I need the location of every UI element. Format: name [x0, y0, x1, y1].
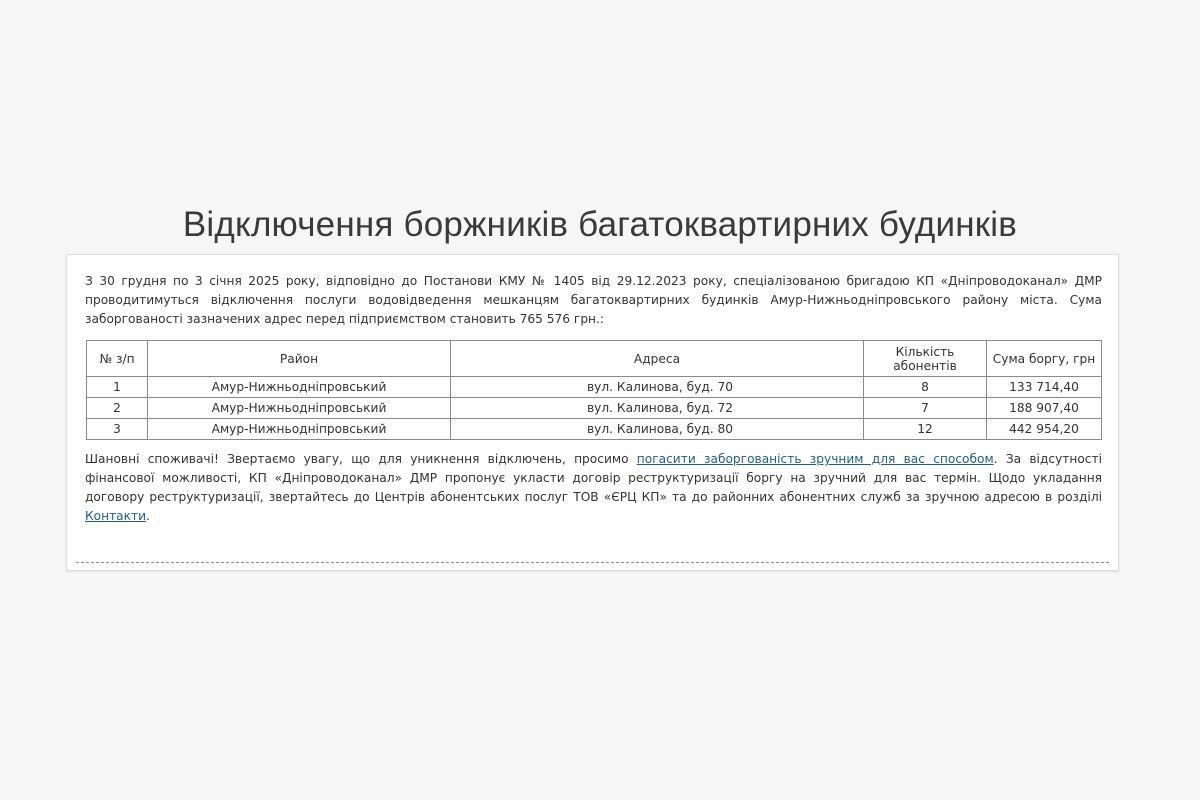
cell-district: Амур-Нижньодніпровський: [148, 419, 451, 440]
cell-subscribers: 8: [864, 377, 987, 398]
intro-paragraph: З 30 грудня по 3 січня 2025 року, відповідно до Постанови КМУ № 1405 від 29.12.2023 року, спеціалізованою бригадою КП «Дніпроводоканал» ДМР проводитимуться відключення послуги водовідведення мешканцям багатоквартирних будинків Амур-Нижньодніпровського району міста. Сума заборгованості зазначених адрес перед підприємством становить 765 576 грн.:: [85, 274, 1102, 326]
cell-subscribers: 12: [864, 419, 987, 440]
dashed-divider: [76, 562, 1109, 563]
header-district: Район: [148, 341, 451, 377]
table-header-row: [87, 341, 1102, 377]
content-card: [66, 254, 1119, 571]
debtors-table: [86, 340, 1102, 440]
cell-number: 2: [87, 398, 148, 419]
cell-number: 1: [87, 377, 148, 398]
cell-address: вул. Калинова, буд. 70: [451, 377, 864, 398]
cell-address: вул. Калинова, буд. 80: [451, 419, 864, 440]
cell-district: Амур-Нижньодніпровський: [148, 377, 451, 398]
cell-debt: 133 714,40: [987, 377, 1102, 398]
table-row: [87, 398, 1102, 419]
cell-address: вул. Калинова, буд. 72: [451, 398, 864, 419]
notice-paragraph: [85, 450, 1102, 526]
cell-district: Амур-Нижньодніпровський: [148, 398, 451, 419]
header-address: Адреса: [451, 341, 864, 377]
cell-number: 3: [87, 419, 148, 440]
header-debt: Сума боргу, грн: [987, 341, 1102, 377]
header-number: № з/п: [87, 341, 148, 377]
page-title: Відключення боржників багатоквартирних будинків: [182, 205, 1018, 244]
pay-debt-link[interactable]: погасити заборгованість зручним для вас способом: [636, 452, 994, 466]
notice-text-1: Шановні споживачі! Звертаємо увагу, що для уникнення відключень, просимо: [85, 452, 637, 466]
table-row: [87, 377, 1102, 398]
cell-subscribers: 7: [864, 398, 987, 419]
contacts-link[interactable]: Контакти: [85, 509, 147, 523]
cell-debt: 442 954,20: [987, 419, 1102, 440]
notice-text-2: . За відсутності фінансової можливості, КП «Дніпроводоканал» ДМР пропонує укласти договір реструктуризації боргу на зручний для вас термін. Щодо укладання договору реструктуризації, звертайтесь до Центрів абонентських послуг ТОВ «ЄРЦ КП» та до районних абонентних служб за зручною адресою в розділі: [85, 452, 1102, 504]
header-subscribers: Кількість абонентів: [864, 341, 987, 377]
table-row: [87, 419, 1102, 440]
notice-text-3: .: [146, 509, 150, 523]
cell-debt: 188 907,40: [987, 398, 1102, 419]
